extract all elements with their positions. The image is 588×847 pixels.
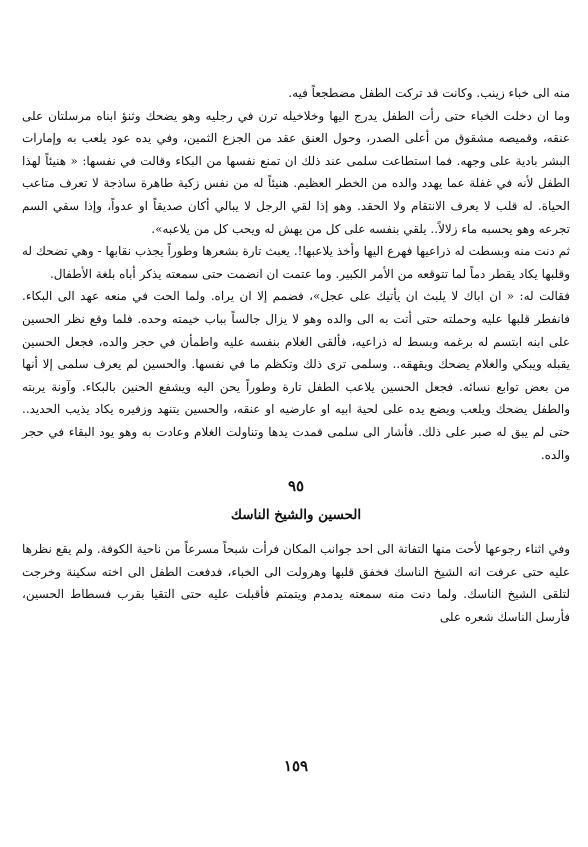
paragraph: وما ان دخلت الخباء حتى رأت الطفل يدرج اليها وخلاخيله ترن في رجليه وهو يضحك وثنؤ ابناه مرسلتان على عنقه، وقميصه مشقوق من أعلى الصدر، وحول العنق عقد من الجزع الثمين، وفي يده عود يلعب به وإمارات البشر بادية على وجهه. فما استطاعت سلمى عند ذلك ان تمنع نفسها من البكاء وقالت في نفسها: « هنيئاً لهذا الطفل لأنه في غفلة عما يهدد والده من الخطر العظيم. هنيئاً له من نفس زكية طاهرة ساذجة لا تعرف متاعب الحياة. له قلب لا يعرف الانتقام ولا الحقد. وهو إذا لقي الرجل لا يبالي أكان صديقاً او عدواً، وإذا سقي السم تجرعه وهو يحسبه ماء زلالاً.. يلقي بنفسه على كل من يهش له ويحب كل من يلاعبه».	[22, 108, 570, 236]
paragraph: فقالت له: « ان اباك لا يلبث ان يأتيك على عجل»، فضمم إلا ان يراه. ولما الحت في منعه عهد الى البكاء. فانفطر قلبها عليه وحملته حتى أتت به الى والده وهو لا يزال جالساً بباب خيمته وحده. فلما وقع نظر الحسين على ابنه ابتسم له برغمه وبسط له ذراعيه، فألقى الغلام بنفسه عليه واطمأن في حجر والده، فجعل الحسين يقبله ويبكي والغلام يضحك ويقهقه.. وسلمى ترى ذلك وتكظم ما في نفسها. والحسين لم يعرف سلمى إلا أنها من بعض توابع نسائه. فجعل الحسين يلاعب الطفل تارة وطوراً يحن اليه ويشفع الحنين بالبكاء. وآونة يربته والطفل يضحك ويلعب ويضع يده على لحية ابيه او عارضيه او عنقه، والحسين يتنهد وزفيره يكاد يذيب الحديد.. حتى لم يبق له صبر على ذلك. فأشار الى سلمى فمدت يدها وتناولت الغلام وعادت به وهو يود البقاء في حجر والده.	[22, 289, 570, 462]
section-number: ٩٥	[287, 477, 305, 496]
paragraph: منه الى خباء زينب. وكانت قد تركت الطفل مضطجعاً فيه.	[288, 86, 570, 100]
section-title: الحسين والشيخ الناسك	[230, 507, 362, 524]
page-number: ١٥٩	[283, 757, 309, 775]
book-page	[22, 82, 570, 842]
paragraph: وفي اثناء رجوعها لأحت منها التفاتة الى احد جوانب المكان فرأت شبحاً مسرعاً من ناحية الكوفة. ولم يقع نظرها عليه حتى عرفت انه الشيخ الناسك فخفق قلبها وهرولت الى الخباء، فدفعت الطفل الى اخته سكينة وخرجت لتلقى الشيخ الناسك. ولما دنت منه سمعته يدمدم ويتمتم فأقبلت عليه حتى التقيا بقرب فسطاط الحسين، فأرسل الناسك شعره على	[22, 542, 570, 624]
paragraph: ثم دنت منه وبسطت له ذراعيها فهرع اليها وأخذ يلاعبها!. يعبث تارة بشعرها وطوراً يجذب نقابها - وهي تضحك له وقلبها يكاد يقطر دماً لما تتوقعه من الأمر الكبير. وما عتمت ان انضمت حتى سمعته يذكر أباه بلغة الأطفال.	[22, 244, 571, 281]
